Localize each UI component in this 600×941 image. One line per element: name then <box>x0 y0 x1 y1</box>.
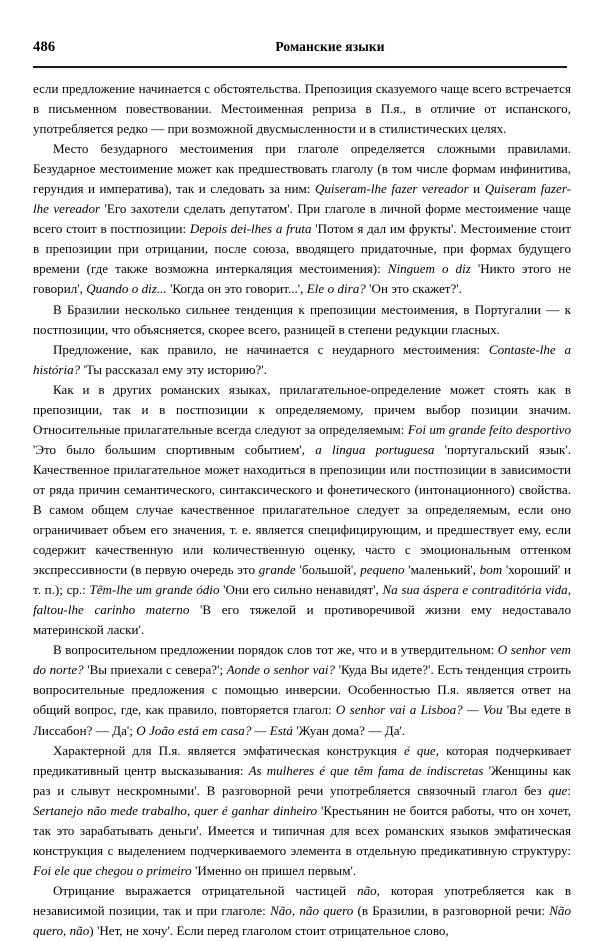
text-run: : <box>567 782 571 798</box>
running-head <box>33 40 567 62</box>
text-run: 'Женщины как раз и слывут нескромными'. В разговорной речи употребляется связочный глагол без <box>33 762 572 798</box>
foreign-example: a lingua portuguesa <box>315 441 435 457</box>
foreign-example: Foi ele que chegou o primeiro <box>33 862 192 878</box>
text-run: 'Они его сильно ненавидят', <box>219 582 383 598</box>
text-run: 'Его захотели сделать депутатом'. При глаголе в личной форме местоимение чаще всего стоит в постпозиции: <box>33 201 571 237</box>
text-run: 'Ты рассказал ему эту историю?'. <box>80 361 267 377</box>
header-rule <box>33 66 567 68</box>
foreign-example: Têm-lhe um grande ódio <box>89 582 220 598</box>
text-run: 'Куда Вы идете?'. Есть тенденция строить вопросительные предложения с помощью инверсии. Особенностью П.я. является ответ на общий вопрос, где, как правило, повторяется глагол: <box>33 662 572 718</box>
foreign-example: Ele o dira? <box>306 281 366 297</box>
text-run: (в Бразилии, в разговорной речи: <box>353 902 550 918</box>
foreign-example: bom <box>479 562 503 578</box>
text-run: 'Потом я дал им фрукты'. Местоимение стоит в препозиции при отрицании, после союза, вводящего придаточные, при формах будущего времени (где также возможна интеркаляция местоимения): <box>33 221 571 277</box>
text-run: 'Никто этого не говорил', <box>33 261 571 297</box>
foreign-example: não <box>357 882 377 898</box>
text-run: В вопросительном предложении порядок слов тот же, что и в утвердительном: <box>53 642 498 658</box>
paragraph <box>33 380 571 641</box>
text-run: 'Это было большим спортивным событием', <box>33 441 316 457</box>
text-run: В Бразилии несколько сильнее тенденция к препозиции местоимения, в Португалии — к постпозиции, что объясняется, скорее всего, разницей в степени редукции гласных. <box>33 301 571 337</box>
foreign-example: Não, não quero <box>270 902 354 918</box>
text-run: 'Вы приехали с севера?'; <box>83 662 227 678</box>
foreign-example: pequeno <box>360 562 405 578</box>
text-run: 'Именно он пришел первым'. <box>191 862 357 878</box>
foreign-example: Na sua áspera e contraditória vida, faltou-lhe carinho materno <box>33 582 571 618</box>
text-run: Отрицание выражается отрицательной частицей <box>53 882 358 898</box>
foreign-example: Não quero, não <box>33 902 571 938</box>
foreign-example: que <box>548 782 568 798</box>
paragraph <box>33 79 571 139</box>
foreign-example: Depois dei-lhes a fruta <box>189 221 312 237</box>
foreign-example: As mulheres é que têm fama de indiscretas <box>248 762 484 778</box>
foreign-example: O senhor vem do norte? <box>33 642 571 678</box>
foreign-example: Sertanejo não mede trabalho, quer é ganhar dinheiro <box>33 802 318 818</box>
foreign-example: O João está em casa? — Está <box>136 722 293 738</box>
text-run: 'Когда он это говорит...', <box>166 281 307 297</box>
foreign-example: Quando o diz... <box>86 281 167 297</box>
foreign-example: grande <box>258 562 296 578</box>
page-number: 486 <box>33 39 56 55</box>
foreign-example: é que <box>403 742 436 758</box>
text-run: 'маленький', <box>404 562 480 578</box>
text-run: 'Вы едете в Лиссабон? — Да'; <box>33 702 571 738</box>
foreign-example: Quiseram fazer-lhe vereador <box>33 181 571 217</box>
text-run: 'Крестьянин не боится работы, что он хочет, так это зарабатывать деньги'. Имеется и типичная для всех романских языков эмфатическая конструкция с выделением подчеркиваемого элемента в отдельную предикативную структуру: <box>33 802 571 858</box>
text-run: 'Он это скажет?'. <box>365 281 462 297</box>
text-run: 'большой', <box>295 562 361 578</box>
text-run: Место безударного местоимения при глаголе определяется сложными правилами. Безударное местоимение может как предшествовать глаголу (в том числе формам инфинитива, герундия и императива), так и следовать за ним: <box>33 141 571 197</box>
paragraph <box>33 139 571 299</box>
text-run: Характерной для П.я. является эмфатическая конструкция <box>53 742 404 758</box>
text-run: , которая употребляется как в независимой позиции, так и при глаголе: <box>33 882 571 918</box>
foreign-example: Contaste-lhe a história? <box>33 341 572 377</box>
foreign-example: O senhor vai a Lisboa? — Vou <box>335 702 503 718</box>
text-run: 'португальский язык'. Качественное прилагательное может находиться в препозиции или постпозиции в зависимости от ряда причин семантического, синтаксического и фонетического (интонационного) свойства. В самом общем случае качественное прилагательное следует за определяемым, если оно ограничивает объем его значения, т. е. является специфицирующим, и предшествует ему, если содержит качественную или количественную оценку, часто с эмоциональным оттенком экспрессивности (в первую очередь это <box>33 441 571 578</box>
text-run: , которая подчеркивает предикативный центр высказывания: <box>33 742 571 778</box>
foreign-example: Aonde o senhor vai? <box>226 662 336 678</box>
foreign-example: Foi um grande feito desportivo <box>407 421 571 437</box>
paragraph <box>33 640 571 740</box>
text-run: 'хороший' и т. п.); ср.: <box>33 562 572 598</box>
foreign-example: Quiseram-lhe fazer vereador <box>314 181 469 197</box>
text-run: Как и в других романских языках, прилагательное-определение может стоять как в препозиции, так и в постпозиции к определяемому, причем выбор позиции значим. Относительные прилагательные всегда следуют за определяемым: <box>33 381 571 437</box>
paragraph <box>33 300 571 340</box>
text-run: 'В его тяжелой и противоречивой жизни ему недоставало материнской ласки'. <box>33 602 571 638</box>
text-run: и <box>468 181 485 197</box>
paragraph <box>33 340 571 380</box>
text-run: Предложение, как правило, не начинается с неударного местоимения: <box>53 341 489 357</box>
text-run: ) 'Нет, не хочу'. Если перед глаголом стоит отрицательное слово, <box>89 922 449 938</box>
text-run: если предложение начинается с обстоятельства. Препозиция сказуемого чаще всего встречается в письменном повествовании. Местоименная реприза в П.я., в отличие от испанского, употребляется редко — при возможной двусмысленности и в стилистических целях. <box>33 81 571 137</box>
body-text-column <box>33 79 571 941</box>
text-run: 'Жуан дома? — Да'. <box>292 722 406 738</box>
running-title: Романские языки <box>275 39 385 54</box>
paragraph <box>33 881 571 941</box>
foreign-example: Ninguem o diz <box>387 261 471 277</box>
paragraph <box>33 741 571 881</box>
